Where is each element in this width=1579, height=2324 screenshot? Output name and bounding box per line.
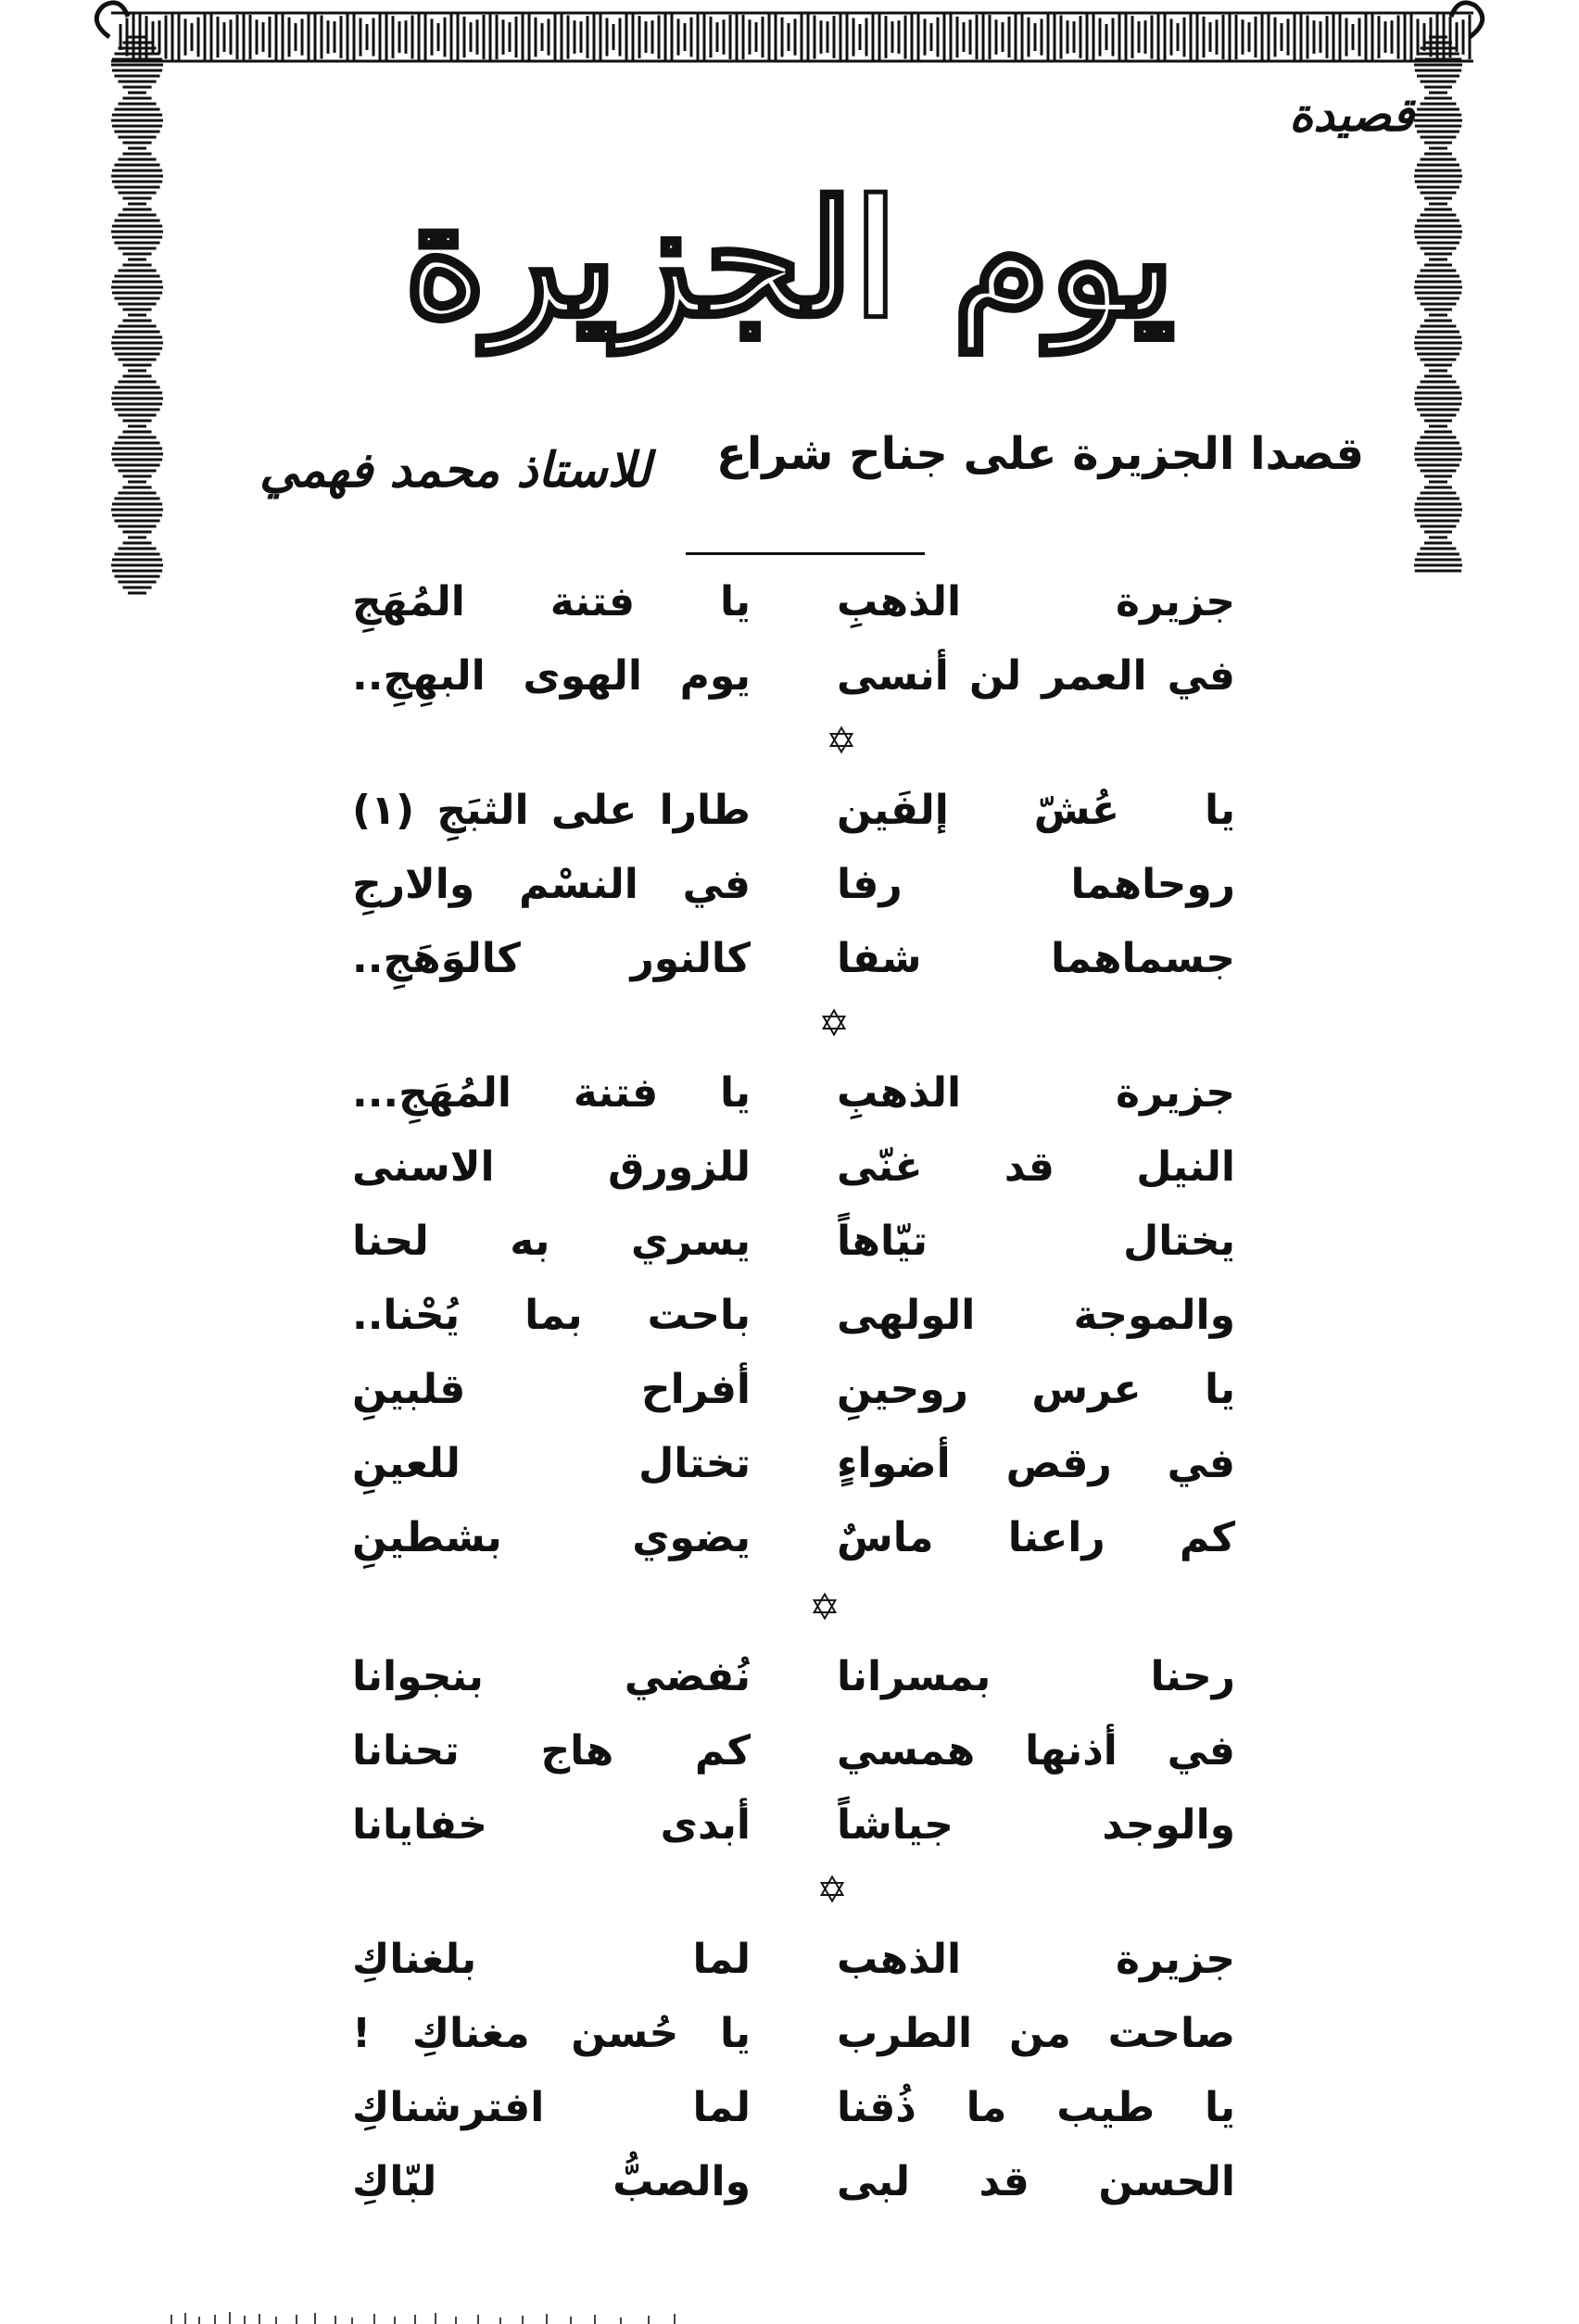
poem-line <box>0 1997 1579 2071</box>
poem-line <box>0 1353 1579 1427</box>
verse-second-hemistich: للزورق الاسنى <box>352 1143 751 1191</box>
verse-second-hemistich: يا حُسن مغناكِ ! <box>352 2010 751 2057</box>
poem-subtitle: قصدا الجزيرة على جناح شراع <box>716 428 1364 480</box>
verse-second-hemistich: يا فتنة المُهَجِ... <box>352 1069 751 1117</box>
stanza-separator-star-icon: ✡ <box>826 720 857 763</box>
verse-second-hemistich: لما افترشناكِ <box>352 2084 751 2131</box>
poem-title: يوم الجزيرة <box>403 167 1176 352</box>
verse-first-hemistich: صاحت من الطرب <box>837 2010 1235 2057</box>
verse-first-hemistich: والموجة الولهى <box>837 1292 1235 1339</box>
verse-second-hemistich: كالنور كالوَهَجِ.. <box>352 935 751 982</box>
poem-line <box>0 1205 1579 1279</box>
poem-line <box>0 1640 1579 1714</box>
stanza-separator-star-icon: ✡ <box>809 1586 840 1629</box>
verse-second-hemistich: والصبُّ لبّاكِ <box>352 2158 751 2205</box>
verse-first-hemistich: جزيرة الذهب <box>837 1936 1235 1983</box>
verse-second-hemistich: يسري به لحنا <box>352 1218 751 1265</box>
verse-first-hemistich: كم راعنا ماسٌ <box>837 1514 1235 1561</box>
verse-first-hemistich: في أذنها همسي <box>837 1727 1235 1775</box>
verse-second-hemistich: كم هاج تحنانا <box>352 1727 751 1775</box>
verse-second-hemistich: في النسْم والارجِ <box>352 861 751 908</box>
verse-first-hemistich: رحنا بمسرانا <box>837 1653 1235 1700</box>
poem-line <box>0 922 1579 996</box>
poem-line <box>0 848 1579 922</box>
poem-line <box>0 2071 1579 2145</box>
poem-line <box>0 1788 1579 1863</box>
poem-line <box>0 1130 1579 1205</box>
verse-first-hemistich: يختال تيّاهاً <box>837 1218 1235 1265</box>
verse-first-hemistich: جسماهما شفا <box>837 935 1235 982</box>
verse-first-hemistich: روحاهما رفا <box>837 861 1235 908</box>
verse-first-hemistich: يا طيب ما ذُقنا <box>837 2084 1235 2131</box>
verse-first-hemistich: جزيرة الذهبِ <box>837 1069 1235 1117</box>
poem-line <box>0 1714 1579 1788</box>
poem-line <box>0 639 1579 714</box>
poem-line <box>0 565 1579 639</box>
verse-second-hemistich: نُفضي بنجوانا <box>352 1653 751 1700</box>
verse-first-hemistich: يا عرس روحينِ <box>837 1366 1235 1413</box>
author-name: للاستاذ محمد فهمي <box>259 443 651 499</box>
poem-line <box>0 1056 1579 1130</box>
verse-second-hemistich: لما بلغناكِ <box>352 1936 751 1983</box>
stanza-separator-star-icon: ✡ <box>816 1869 848 1912</box>
poem-line <box>0 1427 1579 1501</box>
verse-first-hemistich: في رقص أضواءٍ <box>837 1440 1235 1487</box>
verse-first-hemistich: يا عُشّ إلفَين <box>837 787 1235 834</box>
poem-line <box>0 1501 1579 1575</box>
poem-line <box>0 1923 1579 1997</box>
verse-first-hemistich: والوجد جياشاً <box>837 1801 1235 1849</box>
verse-second-hemistich: تختال للعينِ <box>352 1440 751 1487</box>
verse-second-hemistich: يضوي بشطينِ <box>352 1514 751 1561</box>
verse-first-hemistich: الحسن قد لبى <box>837 2158 1235 2205</box>
stanza-separator-star-icon: ✡ <box>818 1003 850 1045</box>
verse-second-hemistich: يوم الهوى البهِجِ.. <box>352 652 751 700</box>
verse-second-hemistich: طارا على الثبَجِ (١) <box>352 787 751 834</box>
verse-second-hemistich: أفراح قلبينِ <box>352 1366 751 1413</box>
poem-line <box>0 774 1579 848</box>
poem-line <box>0 1279 1579 1353</box>
verse-first-hemistich: في العمر لن أنسى <box>837 652 1235 700</box>
verse-second-hemistich: يا فتنة المُهَجِ <box>352 578 751 625</box>
verse-second-hemistich: باحت بما يُحْنا.. <box>352 1292 751 1339</box>
poem-line <box>0 2145 1579 2219</box>
verse-first-hemistich: النيل قد غنّى <box>837 1143 1235 1191</box>
section-label: قصيدة <box>1289 88 1414 142</box>
footer-scan-marks <box>167 2296 686 2324</box>
verse-second-hemistich: أبدى خفايانا <box>352 1801 751 1849</box>
verse-first-hemistich: جزيرة الذهبِ <box>837 578 1235 625</box>
